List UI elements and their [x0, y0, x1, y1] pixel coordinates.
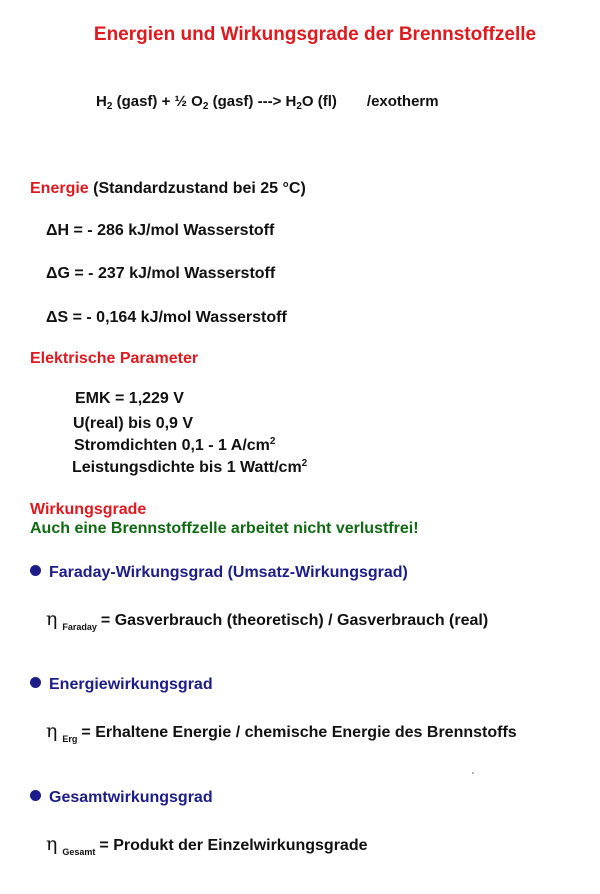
energie-wirkungsgrad-label: Energiewirkungsgrad	[49, 676, 213, 693]
stromdichte-line	[74, 436, 275, 455]
elektrisch-heading: Elektrische Parameter	[30, 350, 199, 367]
gesamt-label: Gesamtwirkungsgrad	[49, 789, 213, 806]
faraday-label: Faraday-Wirkungsgrad (Umsatz-Wirkungsgrad)	[49, 564, 408, 581]
eta-subscript: Gesamt	[62, 847, 96, 857]
faraday-formula	[46, 608, 488, 632]
equation-part: O (fl)	[301, 93, 337, 110]
energie-wirkungsgrad-item	[30, 676, 213, 694]
wirkungsgrade-heading: Wirkungsgrade	[30, 501, 147, 518]
energie-wirkungsgrad-formula-text: = Erhaltene Energie / chemische Energie des Brennstoffs	[81, 724, 517, 741]
equation-subscript: 2	[202, 101, 209, 112]
equation-part: H	[96, 93, 107, 110]
faraday-item	[30, 564, 408, 582]
equation-part: (gasf) + ½ O	[112, 93, 203, 110]
delta-g-line: ΔG = - 237 kJ/mol Wasserstoff	[46, 265, 276, 282]
eta-symbol: η	[46, 608, 58, 630]
leistungsdichte-text: Leistungsdichte bis 1 Watt/cm	[72, 459, 302, 476]
equation-subscript: 2	[106, 101, 113, 112]
bullet-icon	[30, 565, 41, 576]
gesamt-formula	[46, 833, 367, 857]
emk-line: EMK = 1,229 V	[75, 390, 184, 407]
energie-wirkungsgrad-formula	[46, 720, 517, 744]
eta-subscript: Faraday	[62, 622, 97, 632]
faraday-formula-text: = Gasverbrauch (theoretisch) / Gasverbrauch (real)	[100, 612, 489, 629]
gesamt-formula-text: = Produkt der Einzelwirkungsgrade	[99, 837, 368, 854]
ureal-line: U(real) bis 0,9 V	[73, 415, 194, 432]
reaction-equation	[96, 93, 439, 112]
equation-note: /exotherm	[366, 93, 439, 110]
equation-part: (gasf) ---> H	[208, 93, 297, 110]
leistungsdichte-line	[72, 458, 307, 477]
energie-heading	[30, 180, 306, 198]
delta-h-line: ΔH = - 286 kJ/mol Wasserstoff	[46, 222, 275, 239]
delta-s-line: ΔS = - 0,164 kJ/mol Wasserstoff	[46, 309, 287, 326]
energie-heading-label: Energie	[30, 180, 89, 197]
page-title: Energien und Wirkungsgrade der Brennstoffzelle	[93, 24, 537, 45]
leistungsdichte-sup: 2	[301, 458, 308, 469]
stromdichte-text: Stromdichten 0,1 - 1 A/cm	[74, 437, 270, 454]
gesamt-item	[30, 789, 213, 807]
eta-symbol: η	[46, 720, 58, 742]
stromdichte-sup: 2	[269, 436, 276, 447]
scan-speck	[472, 772, 474, 774]
wirkungsgrade-subheading: Auch eine Brennstoffzelle arbeitet nicht verlustfrei!	[30, 520, 419, 537]
bullet-icon	[30, 790, 41, 801]
eta-subscript: Erg	[62, 734, 78, 744]
energie-heading-note: (Standardzustand bei 25 °C)	[88, 180, 306, 197]
equation-subscript: 2	[296, 101, 302, 112]
eta-symbol: η	[46, 833, 58, 855]
bullet-icon	[30, 677, 41, 688]
